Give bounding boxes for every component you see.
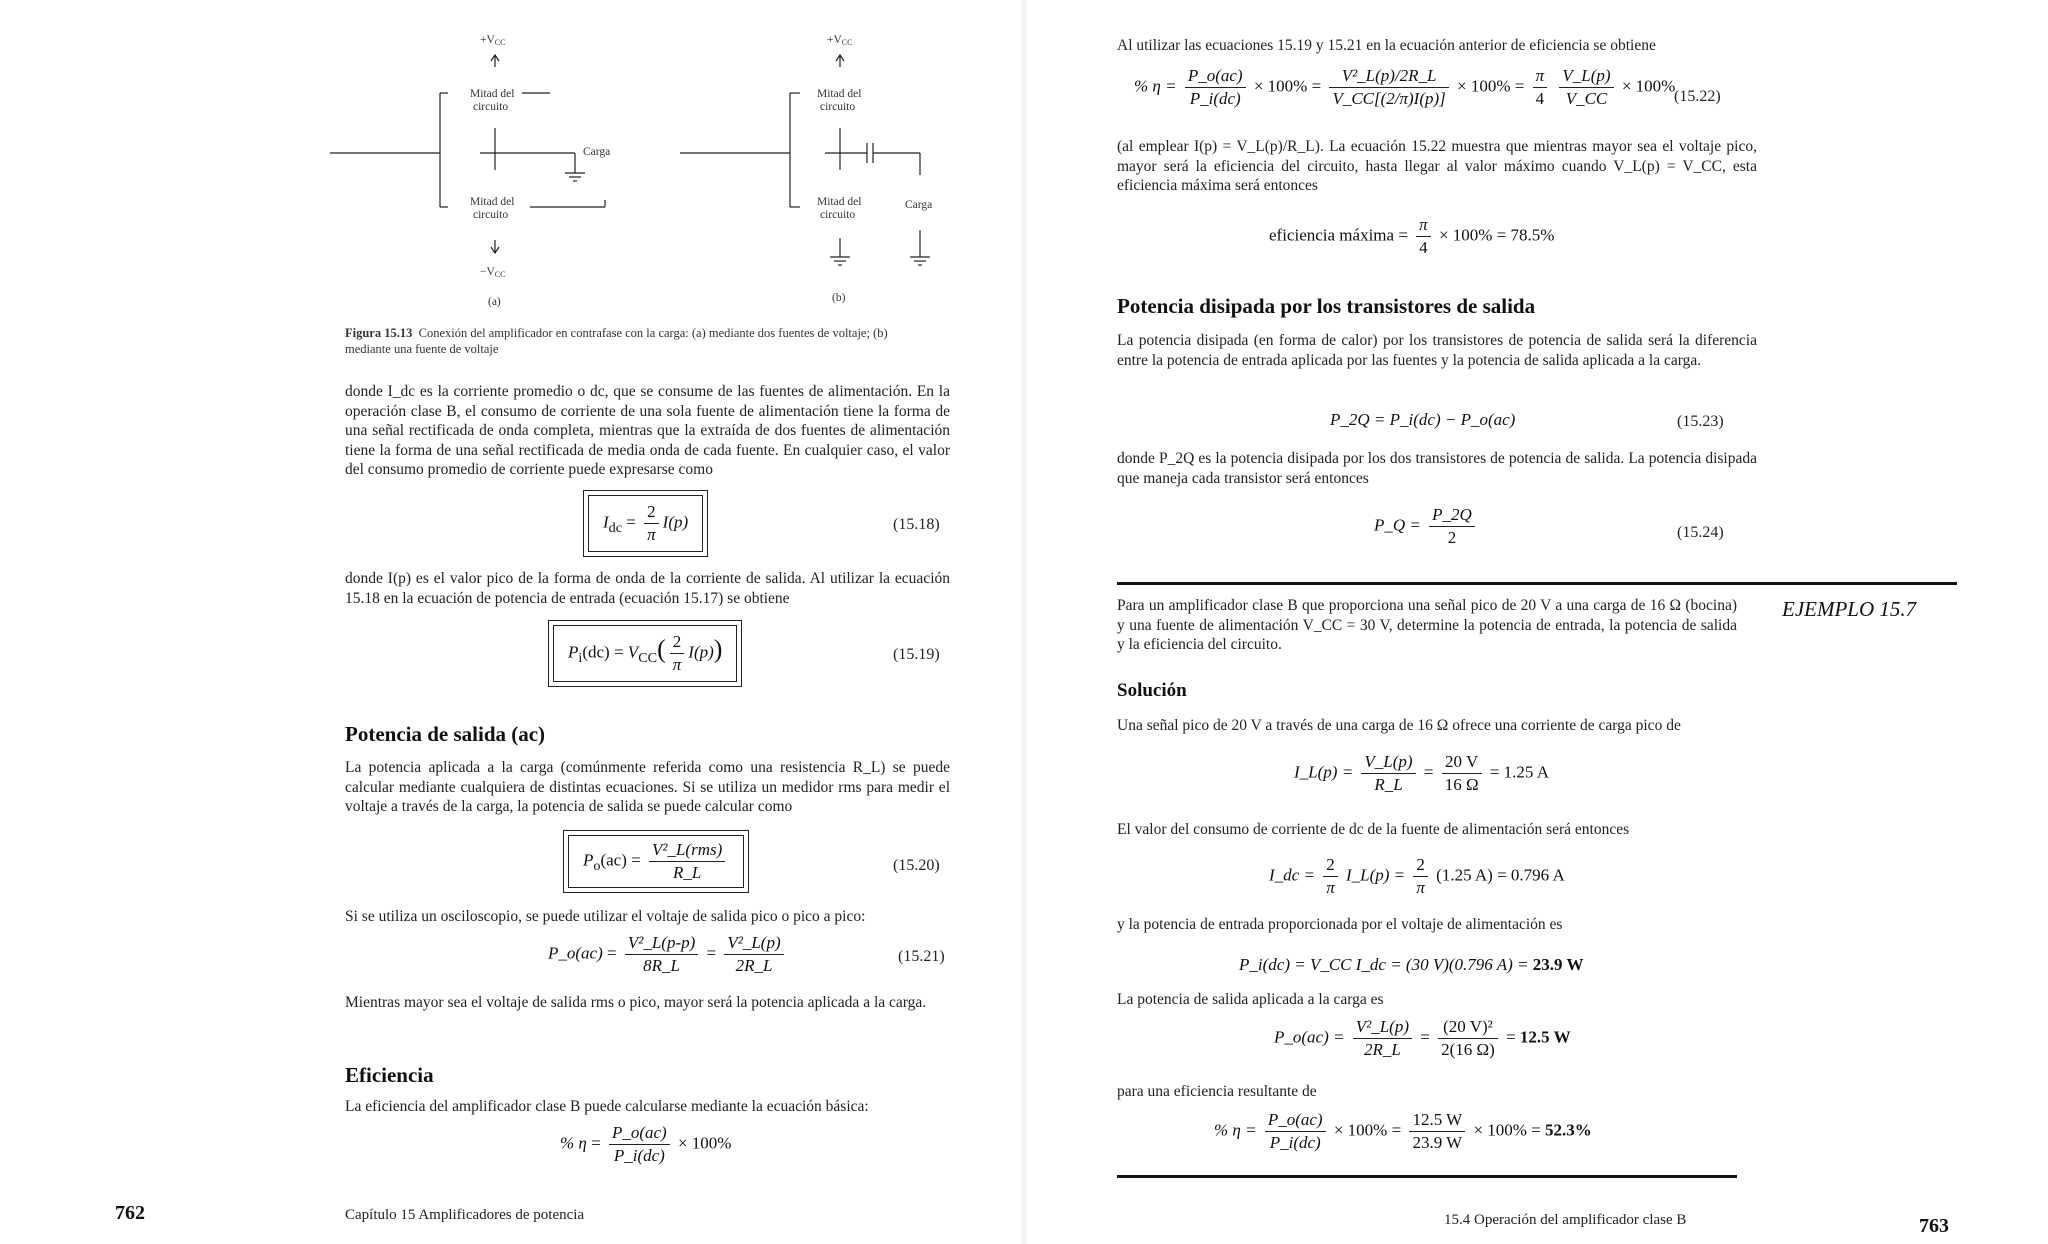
sol-eq4-n2: (20 V)²	[1438, 1017, 1498, 1039]
heading-solucion: Solución	[1117, 680, 1187, 701]
eq1818-number: (15.18)	[893, 516, 940, 533]
eq1822-fraction-1	[1185, 66, 1246, 109]
sol-eq5-fraction-2	[1409, 1110, 1465, 1153]
example-bottom-rule	[1117, 1175, 1737, 1178]
eq1820-number: (15.20)	[893, 857, 940, 874]
eq1820-lhs: P	[583, 850, 594, 870]
solution-eq-2	[1269, 855, 1565, 898]
sol-eq2-fraction-1	[1323, 855, 1338, 898]
figure-caption-text: Conexión del amplificador en contrafase con la carga: (a) mediante dos fuentes de voltaje; (b) mediante una fuente de voltaje	[345, 326, 888, 356]
eq1821-fraction-2	[724, 933, 783, 976]
sol-eq2-n2: 2	[1413, 855, 1428, 877]
figure-a	[330, 55, 605, 253]
equation-15-20	[563, 830, 749, 893]
eq1819-number: (15.19)	[893, 646, 940, 663]
eq1818-num: 2	[644, 502, 659, 524]
equation-15-21	[548, 933, 788, 976]
equation-15-18	[583, 490, 708, 557]
eq1818-lhs-sub: dc	[608, 519, 623, 536]
eq1822-number: (15.22)	[1674, 88, 1721, 105]
fig-b-half-top-1: Mitad del	[817, 88, 862, 100]
solution-paragraph-4: La potencia de salida aplicada a la carga es	[1117, 991, 1384, 1008]
sol-eq5-n1: P_o(ac)	[1265, 1110, 1326, 1132]
eq1819-fraction	[670, 632, 685, 675]
eq1824-den: 2	[1447, 528, 1457, 547]
eq1822-n3: π	[1533, 66, 1548, 88]
fig-a-half-top-1: Mitad del	[470, 88, 515, 100]
equation-max-efficiency	[1269, 215, 1554, 258]
eq-eff-equals: =	[591, 1133, 601, 1153]
sol-eq3-result: 23.9 W	[1532, 955, 1584, 974]
heading-eficiencia: Eficiencia	[345, 1063, 434, 1087]
eq1822-m3: × 100%	[1621, 76, 1676, 96]
sol-eq2-n1: 2	[1323, 855, 1338, 877]
eq1818-equals: =	[626, 512, 636, 532]
sol-eq5-lhs: % η =	[1214, 1120, 1257, 1140]
sol-eq2-rhs: (1.25 A) = 0.796 A	[1436, 865, 1565, 885]
footer-left: Capítulo 15 Amplificadores de potencia	[345, 1207, 585, 1223]
equation-efficiency	[560, 1123, 731, 1166]
sol-eq1-fraction-1	[1361, 752, 1415, 795]
eq1822-fraction-2	[1329, 66, 1448, 109]
right-paragraph-3: La potencia disipada (en forma de calor) por los transistores de potencia de salida será la diferencia entre la potencia de entrada aplicada por las fuentes y la potencia de salida aplicada a la carga.	[1117, 332, 1757, 369]
solution-paragraph-5: para una eficiencia resultante de	[1117, 1083, 1317, 1100]
sol-eq2-d2: π	[1416, 878, 1425, 897]
eq1821-equals-2: =	[706, 943, 717, 963]
sol-eq4-n1: V²_L(p)	[1353, 1017, 1412, 1039]
fig-b-half-bottom-1: Mitad del	[817, 196, 862, 208]
right-page	[1024, 0, 2048, 1244]
fig-a-vcc-bottom: −VCC	[480, 266, 506, 279]
fig-a-load-label: Carga	[583, 146, 611, 158]
eq1819-vcc: V	[627, 642, 639, 662]
eq1822-m1: × 100% =	[1253, 76, 1322, 96]
sol-eq2-fraction-2	[1413, 855, 1428, 898]
eq1822-d2: V_CC[(2/π)I(p)]	[1332, 89, 1446, 108]
eq1819-paren-open: (	[657, 634, 666, 664]
eq1821-den1: 8R_L	[643, 956, 680, 975]
eq1824-fraction	[1429, 505, 1475, 548]
sol-eq5-d1: P_i(dc)	[1269, 1133, 1321, 1152]
left-paragraph-6: La eficiencia del amplificador clase B puede calcularse mediante la ecuación básica:	[345, 1098, 869, 1115]
fig-b-load-label: Carga	[905, 199, 933, 211]
eq1820-lhs-arg: (ac)	[600, 850, 627, 870]
fig-b-tag: (b)	[832, 292, 846, 304]
equation-15-24	[1374, 505, 1479, 548]
fig-a-half-top-2: circuito	[473, 101, 509, 113]
eq1821-fraction-1	[625, 933, 698, 976]
eq1822-n1: P_o(ac)	[1185, 66, 1246, 88]
sol-eq1-d2: 16 Ω	[1444, 775, 1479, 794]
eq1820-equals: =	[631, 850, 641, 870]
eq1822-d3: 4	[1535, 89, 1545, 108]
eq1819-equals: =	[613, 642, 624, 662]
eq1822-m2: × 100% =	[1457, 76, 1525, 96]
left-paragraph-3: La potencia aplicada a la carga (comúnmente referida como una resistencia R_L) se puede calcular mediante cualquiera de distintas ecuaciones. Si se utiliza un medidor rms para medir el voltaje a través de la carga, la potencia de salida se puede calcular como	[345, 759, 950, 815]
solution-eq-4	[1274, 1017, 1571, 1060]
eq-eff-num: P_o(ac)	[609, 1123, 670, 1145]
sol-eq4-fraction-2	[1438, 1017, 1498, 1060]
eq1819-num: 2	[670, 632, 685, 654]
sol-eq1-n2: 20 V	[1442, 752, 1482, 774]
page-gutter	[1020, 0, 1028, 1244]
eq1821-lhs: P_o(ac)	[548, 943, 603, 963]
figure-a-labels	[470, 34, 610, 308]
eq1819-lhs-arg: (dc)	[582, 642, 610, 662]
right-paragraph-4: donde P_2Q es la potencia disipada por los dos transistores de potencia de salida. La potencia disipada que maneja cada transistor será entonces	[1117, 450, 1757, 487]
eq1819-rhs: I(p)	[688, 642, 714, 662]
sol-eq5-n2: 12.5 W	[1409, 1110, 1465, 1132]
eq1822-fraction-3	[1533, 66, 1548, 109]
eq1822-fraction-4	[1559, 66, 1613, 109]
solution-eq-3	[1239, 955, 1583, 975]
right-paragraph-1: Al utilizar las ecuaciones 15.19 y 15.21 en la ecuación anterior de eficiencia se obtiene	[1117, 37, 1656, 54]
figure-b	[680, 55, 933, 265]
equation-15-23: P_2Q = P_i(dc) − P_o(ac)	[1330, 410, 1516, 429]
eq1822-lhs: % η =	[1134, 76, 1177, 96]
eq1822-n4: V_L(p)	[1559, 66, 1613, 88]
sol-eq1-lhs: I_L(p) =	[1294, 762, 1354, 782]
eq1824-number: (15.24)	[1677, 524, 1724, 541]
eq1822-d4: V_CC	[1565, 89, 1608, 108]
example-text: Para un amplificador clase B que proporciona una señal pico de 20 V a una carga de 16 Ω (bocina) y una fuente de alimentación V_CC = 30 V, determine la potencia de entrada, la potencia de salida y la eficiencia del circuito.	[1117, 597, 1737, 653]
sol-eq4-d1: 2R_L	[1363, 1040, 1401, 1059]
sol-eq5-m1: × 100% =	[1333, 1120, 1402, 1140]
right-paragraph-2: (al emplear I(p) = V_L(p)/R_L). La ecuación 15.22 muestra que mientras mayor sea el voltaje pico, mayor será la eficiencia del circuito, hasta llegar al valor máximo cuando V_L(p) = V_CC, esta eficiencia máxima será entonces	[1117, 138, 1757, 194]
sol-eq4-equals: =	[1420, 1027, 1430, 1047]
eq1821-equals: =	[607, 943, 617, 963]
eq1822-n2: V²_L(p)/2R_L	[1329, 66, 1448, 88]
eq1819-vcc-sub: CC	[638, 649, 658, 666]
sol-eq4-d2: 2(16 Ω)	[1441, 1040, 1495, 1059]
eq-eff-fraction	[609, 1123, 670, 1166]
sol-eq5-result: 52.3%	[1545, 1120, 1592, 1140]
footer-right: 15.4 Operación del amplificador clase B	[1444, 1212, 1687, 1228]
left-paragraph-1: donde I_dc es la corriente promedio o dc, que se consume de las fuentes de alimentación. En la operación clase B, el consumo de corriente de una sola fuente de alimentación tiene la forma de una señal rectificada de onda completa, mientras que la extraída de dos fuentes de alimentación tiene la forma de una señal rectificada de media onda de cada fuente. En cualquier caso, el valor del consumo promedio de corriente puede expresarse como	[345, 383, 950, 478]
fig-b-vcc-top: +VCC	[827, 34, 853, 47]
solution-paragraph-1: Una señal pico de 20 V a través de una carga de 16 Ω ofrece una corriente de carga pico de	[1117, 717, 1681, 734]
sol-eq1-equals: =	[1423, 762, 1434, 782]
eq1820-lhs-sub: o	[593, 857, 601, 874]
sol-eq5-fraction-1	[1265, 1110, 1326, 1153]
eq-eff-lhs: % η	[560, 1133, 587, 1153]
fig-b-half-top-2: circuito	[820, 101, 856, 113]
eq-max-den: 4	[1419, 238, 1428, 257]
left-paragraph-5: Mientras mayor sea el voltaje de salida rms o pico, mayor será la potencia aplicada a la carga.	[345, 994, 927, 1011]
sol-eq1-d1: R_L	[1374, 775, 1403, 794]
figure-b-labels	[817, 34, 932, 304]
eq-max-rhs: × 100% = 78.5%	[1438, 225, 1555, 245]
left-paragraph-2: donde I(p) es el valor pico de la forma de onda de la corriente de salida. Al utilizar la ecuación 15.18 en la ecuación de potencia de entrada (ecuación 15.17) se obtiene	[345, 570, 950, 607]
solution-eq-5	[1214, 1110, 1592, 1153]
heading-potencia-disipada: Potencia disipada por los transistores de salida	[1117, 294, 1536, 318]
eq1820-fraction	[649, 840, 725, 883]
eq1818-rhs: I(p)	[662, 512, 689, 532]
equation-15-22	[1134, 66, 1675, 109]
sol-eq2-mid: I_L(p) =	[1345, 865, 1406, 885]
sol-eq3-text: P_i(dc) = V_CC I_dc = (30 V)(0.796 A) =	[1239, 955, 1529, 974]
fig-b-half-bottom-2: circuito	[820, 209, 856, 221]
sol-eq4-rhs: =	[1506, 1027, 1516, 1047]
eq1818-fraction	[644, 502, 659, 545]
sol-eq1-rhs: = 1.25 A	[1489, 762, 1550, 782]
eq1819-paren-close: )	[713, 634, 723, 664]
fig-a-vcc-top: +VCC	[480, 34, 506, 47]
eq1819-lhs-sub: i	[578, 649, 583, 666]
example-label: EJEMPLO 15.7	[1782, 597, 1917, 621]
page-number-right: 763	[1919, 1215, 1949, 1237]
fig-a-tag: (a)	[488, 296, 501, 308]
equation-15-19	[548, 620, 742, 687]
eq-max-num: π	[1416, 215, 1431, 237]
eq-eff-den: P_i(dc)	[613, 1146, 665, 1165]
eq1821-den2: 2R_L	[735, 956, 773, 975]
sol-eq2-d1: π	[1326, 878, 1335, 897]
sol-eq4-lhs: P_o(ac) =	[1274, 1027, 1345, 1047]
eq-eff-rhs: × 100%	[677, 1133, 732, 1153]
page-number-left: 762	[115, 1202, 145, 1224]
solution-paragraph-2: El valor del consumo de corriente de dc de la fuente de alimentación será entonces	[1117, 821, 1630, 838]
sol-eq1-n1: V_L(p)	[1361, 752, 1415, 774]
eq1819-den: π	[672, 655, 682, 674]
sol-eq4-fraction-1	[1353, 1017, 1412, 1060]
figure-caption-label: Figura 15.13	[345, 326, 413, 340]
left-paragraph-4: Si se utiliza un osciloscopio, se puede utilizar el voltaje de salida pico o pico a pico:	[345, 908, 866, 925]
eq1822-d1: P_i(dc)	[1189, 89, 1241, 108]
eq1824-num: P_2Q	[1429, 505, 1475, 527]
fig-a-half-bottom-1: Mitad del	[470, 196, 515, 208]
eq-max-fraction	[1416, 215, 1431, 258]
eq-max-lhs: eficiencia máxima =	[1269, 225, 1408, 245]
eq1821-number: (15.21)	[898, 948, 945, 965]
sol-eq1-fraction-2	[1442, 752, 1482, 795]
fig-a-half-bottom-2: circuito	[473, 209, 509, 221]
solution-paragraph-3: y la potencia de entrada proporcionada por el voltaje de alimentación es	[1117, 916, 1563, 933]
eq1821-num1: V²_L(p-p)	[625, 933, 698, 955]
eq1818-lhs: I	[603, 512, 609, 532]
figure-caption	[345, 325, 910, 357]
eq1821-num2: V²_L(p)	[724, 933, 783, 955]
figure-15-13	[330, 25, 970, 320]
sol-eq4-result: 12.5 W	[1519, 1027, 1571, 1047]
sol-eq2-lhs: I_dc =	[1269, 865, 1315, 885]
heading-potencia-salida: Potencia de salida (ac)	[345, 722, 546, 746]
eq1820-num: V²_L(rms)	[649, 840, 725, 862]
example-top-rule	[1117, 582, 1957, 585]
solution-eq-1	[1294, 752, 1549, 795]
eq1819-lhs: P	[568, 642, 579, 662]
eq1820-den: R_L	[672, 863, 702, 882]
sol-eq5-m2: × 100% =	[1473, 1120, 1541, 1140]
eq1818-den: π	[647, 525, 656, 544]
sol-eq5-d2: 23.9 W	[1412, 1133, 1463, 1152]
eq1824-lhs: P_Q =	[1374, 515, 1421, 535]
eq1823-number: (15.23)	[1677, 413, 1724, 430]
